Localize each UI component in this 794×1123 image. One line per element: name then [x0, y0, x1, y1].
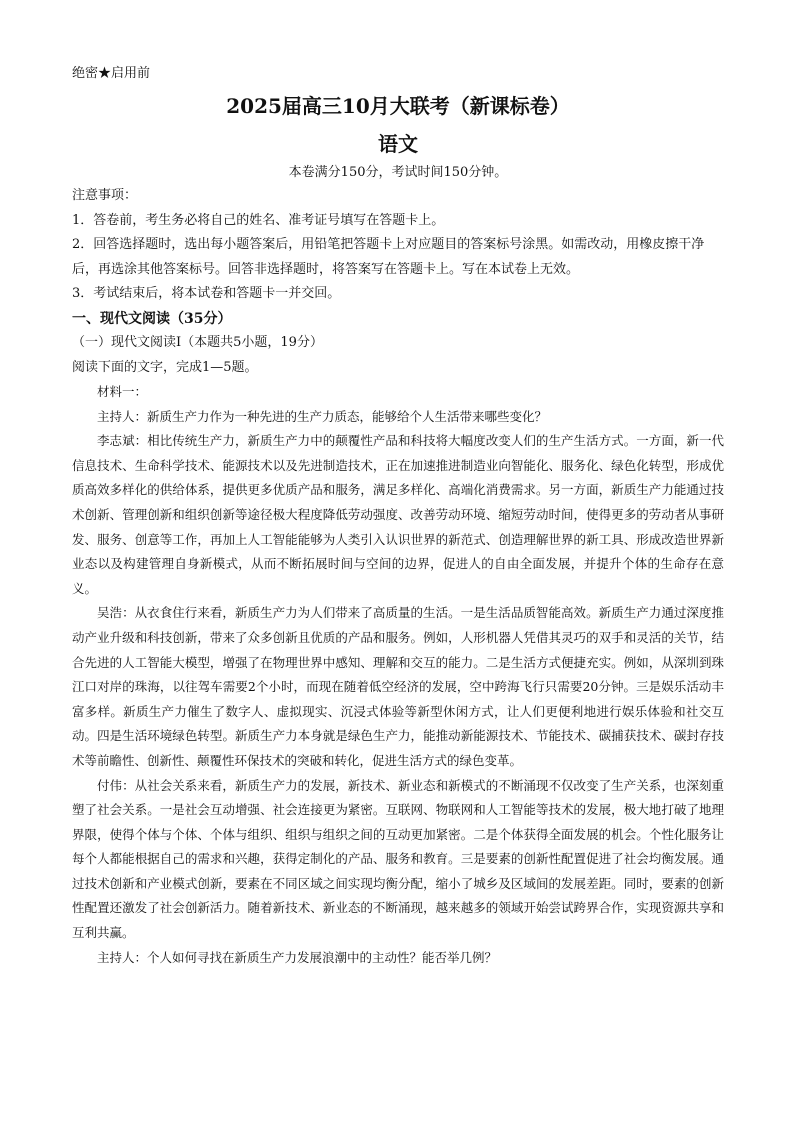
host-question-2: 主持人：个人如何寻找在新质生产力发展浪潮中的主动性？能否举几例？	[97, 949, 498, 965]
material-one	[72, 380, 724, 970]
section-modern-reading	[72, 307, 724, 381]
paragraph-wu-hao: 吴浩：从衣食住行来看，新质生产力为人们带来了高质量的生活。一是生活品质智能高效。新质生产力通过深度推动产业升级和科技创新，带来了众多创新且优质的产品和服务。例如，人形机器人凭借其灵巧的双手和灵活的关节，结合先进的人工智能大模型，增强了在物理世界中感知、理解和交互的能力。二是生活方式便捷充实。例如，从深圳到珠江口对岸的珠海，以往驾车需要2个小时，而现在随着低空经济的发展，空中跨海飞行只需要20分钟。三是娱乐活动丰富多样。新质生产力催生了数字人、虚拟现实、沉浸式体验等新型休闲方式，让人们更便利地进行娱乐体验和社交互动。四是生活环境绿色转型。新质生产力本身就是绿色生产力，能推动新能源技术、节能技术、碳捕获技术、碳封存技术等前瞻性、创新性、颠覆性环保技术的突破和转化，促进生活方式的绿色变革。	[72, 605, 724, 768]
notice-heading: 注意事项：	[72, 188, 138, 203]
section-heading: 一、现代文阅读（35分）	[72, 310, 232, 327]
notice-block	[72, 184, 724, 307]
notice-item-3: 3．考试结束后，将本试卷和答题卡一并交回。	[72, 286, 341, 301]
reading-instruction: 阅读下面的文字，完成1—5题。	[72, 359, 258, 375]
exam-title: 2025届高三10月大联考（新课标卷）	[226, 94, 570, 118]
secret-mark: 绝密★启用前	[72, 66, 151, 81]
material-label: 材料一：	[97, 384, 148, 399]
paragraph-li-zhibin: 李志斌：相比传统生产力，新质生产力中的颠覆性产品和科技将大幅度改变人们的生产生活方式。一方面，新一代信息技术、生命科学技术、能源技术以及先进制造技术，正在加速推进制造业向智能化、服务化、绿色化转型，形成优质高效多样化的供给体系，提供更多优质产品和服务，满足多样化、高端化消费需求。另一方面，新质生产力能通过技术创新、管理创新和组织创新等途径极大程度降低劳动强度、改善劳动环境、缩短劳动时间，使得更多的劳动者从事研发、服务、创意等工作，再加上人工智能能够为人类引入认识世界的新范式、创造理解世界的新工具、形成改造世界新业态以及构建管理自身新模式，从而不断拓展时间与空间的边界，促进人的自由全面发展，并提升个体的生命存在意义。	[72, 433, 724, 596]
notice-item-2: 2．回答选择题时，选出每小题答案后，用铅笔把答题卡上对应题目的答案标号涂黑。如需改动，用橡皮擦干净后，再选涂其他答案标号。回答非选择题时，将答案写在答题卡上。写在本试卷上无效。	[72, 237, 705, 277]
notice-item-1: 1．答卷前，考生务必将自己的姓名、准考证号填写在答题卡上。	[72, 212, 445, 228]
sub-section-heading: （一）现代文阅读Ⅰ（本题共5小题，19分）	[72, 335, 323, 350]
paragraph-fu-wei: 付伟：从社会关系来看，新质生产力的发展，新技术、新业态和新模式的不断涌现不仅改变了生产关系，也深刻重塑了社会关系。一是社会互动增强、社会连接更为紧密。互联网、物联网和人工智能等技术的发展，极大地打破了地理界限，使得个体与个体、个体与组织、组织与组织之间的互动更加紧密。二是个体获得全面发展的机会。个性化服务让每个人都能根据自己的需求和兴趣，获得定制化的产品、服务和教育。三是要素的创新性配置促进了社会均衡发展。通过技术创新和产业模式创新，要素在不同区域之间实现均衡分配，缩小了城乡及区域间的发展差距。同时，要素的创新性配置还激发了社会创新活力。随着新技术、新业态的不断涌现，越来越多的领域开始尝试跨界合作，实现资源共享和互利共赢。	[72, 777, 724, 941]
exam-info: 本卷满分150分，考试时间150分钟。	[288, 165, 508, 180]
subject-title: 语文	[378, 132, 418, 156]
host-question-1: 主持人：新质生产力作为一种先进的生产力质态，能够给个人生活带来哪些变化？	[97, 408, 548, 424]
